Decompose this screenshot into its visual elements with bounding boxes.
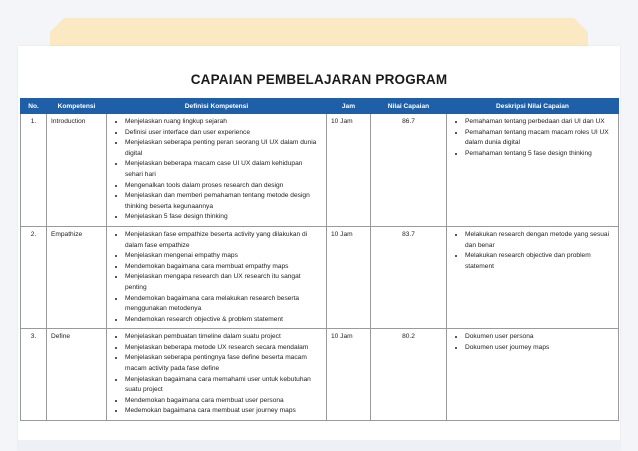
header-jam: Jam bbox=[327, 99, 371, 114]
score-value: 83.7 bbox=[371, 226, 447, 328]
definition-item: • Menjelaskan beberapa metode UX research secara mendalam bbox=[125, 343, 322, 354]
competency-definition bbox=[107, 329, 327, 421]
score-description bbox=[447, 226, 619, 328]
definition-item: • Menjelaskan mengenai empathy maps bbox=[125, 251, 322, 262]
competency-definition bbox=[107, 226, 327, 328]
description-item: • Dokumen user persona bbox=[465, 332, 614, 343]
description-item: • Melakukan research objective dan problem statement bbox=[465, 251, 614, 272]
definition-item: • Mendemokan bagaimana cara membuat user persona bbox=[125, 396, 322, 407]
definition-item: • Definisi user interface dan user experience bbox=[125, 128, 322, 139]
definition-item: • Menjelaskan 5 fase design thinking bbox=[125, 212, 322, 223]
definition-item: • Mendemokan bagaimana cara membuat empathy maps bbox=[125, 262, 322, 273]
description-item: • Pemahaman tentang macam macam roles UI UX dalam dunia digital bbox=[465, 128, 614, 149]
competency-name: Introduction bbox=[47, 114, 107, 227]
table-header-row bbox=[21, 99, 619, 114]
header-definisi: Definisi Kompetensi bbox=[107, 99, 327, 114]
row-number: 3. bbox=[21, 329, 47, 421]
definition-item: • Mendemokan bagaimana cara melakukan research beserta menggunakan metodenya bbox=[125, 294, 322, 315]
definition-item: • Menjelaskan beberapa macam case UI UX dalam kehidupan sehari hari bbox=[125, 159, 322, 180]
definition-item: • Menjelaskan seberapa pentingnya fase define beserta macam macam activity pada fase define bbox=[125, 353, 322, 374]
definition-item: • Mendemokan research objective & problem statement bbox=[125, 315, 322, 326]
table-row bbox=[21, 114, 619, 227]
definition-item: • Menjelaskan dan memberi pemahaman tentang metode design thinking beserta kegunaannya bbox=[125, 191, 322, 212]
competency-name: Define bbox=[47, 329, 107, 421]
definition-item: • Menjelaskan seberapa penting peran seorang UI UX dalam dunia digital bbox=[125, 138, 322, 159]
definition-item: • Menjelaskan bagaimana cara memahami user untuk kebutuhan suatu project bbox=[125, 375, 322, 396]
header-nilai: Nilai Capaian bbox=[371, 99, 447, 114]
header-deskripsi: Deskripsi Nilai Capaian bbox=[447, 99, 619, 114]
footer-strip bbox=[18, 440, 620, 451]
row-number: 2. bbox=[21, 226, 47, 328]
definition-item: • Menjelaskan mengapa research dan UX research itu sangat penting bbox=[125, 272, 322, 293]
header-no: No. bbox=[21, 99, 47, 114]
score-description bbox=[447, 329, 619, 421]
score-value: 80.2 bbox=[371, 329, 447, 421]
definition-item: • Mengenalkan tools dalam proses research dan design bbox=[125, 181, 322, 192]
definition-item: • Menjelaskan fase empathize beserta activity yang dilakukan di dalam fase empathize bbox=[125, 230, 322, 251]
page-title: CAPAIAN PEMBELAJARAN PROGRAM bbox=[190, 72, 448, 87]
description-item: • Pemahaman tentang 5 fase design thinking bbox=[465, 149, 614, 160]
table-row bbox=[21, 226, 619, 328]
definition-item: • Menjelaskan pembuatan timeline dalam suatu project bbox=[125, 332, 322, 343]
hours: 10 Jam bbox=[327, 329, 371, 421]
competency-table bbox=[20, 98, 619, 421]
score-value: 86.7 bbox=[371, 114, 447, 227]
description-item: • Dokumen user journey maps bbox=[465, 343, 614, 354]
definition-item: • Menjelaskan ruang lingkup sejarah bbox=[125, 117, 322, 128]
score-description bbox=[447, 114, 619, 227]
header-kompetensi: Kompetensi bbox=[47, 99, 107, 114]
hours: 10 Jam bbox=[327, 226, 371, 328]
competency-definition bbox=[107, 114, 327, 227]
description-item: • Melakukan research dengan metode yang sesuai dan benar bbox=[465, 230, 614, 251]
competency-name: Empathize bbox=[47, 226, 107, 328]
table-row bbox=[21, 329, 619, 421]
row-number: 1. bbox=[21, 114, 47, 227]
hours: 10 Jam bbox=[327, 114, 371, 227]
description-item: • Pemahaman tentang perbedaan dari UI dan UX bbox=[465, 117, 614, 128]
definition-item: • Medemokan bagaimana cara membuat user journey maps bbox=[125, 406, 322, 417]
